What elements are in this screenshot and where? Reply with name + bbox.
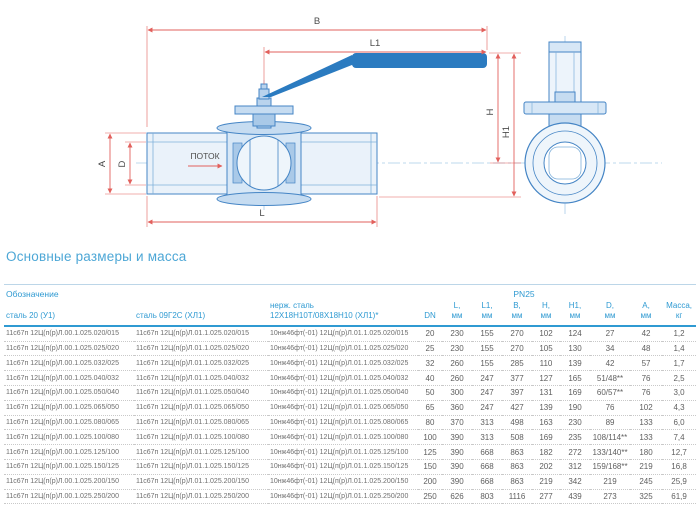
value-cell: 125 bbox=[418, 445, 442, 460]
value-cell: 182 bbox=[532, 445, 560, 460]
value-cell: 377 bbox=[502, 371, 532, 386]
designation-cell: 11с67п 12Ц(п(р)Л.00.1.025.032/025 bbox=[4, 356, 134, 371]
value-cell: 312 bbox=[560, 459, 590, 474]
value-cell: 397 bbox=[502, 385, 532, 400]
column-header: L, мм bbox=[451, 301, 463, 321]
table-row bbox=[4, 445, 696, 460]
table-row bbox=[4, 415, 696, 430]
value-cell: 508 bbox=[502, 430, 532, 445]
designation-cell: 11с67п 12Ц(п(р)Л.00.1.025.100/080 bbox=[4, 430, 134, 445]
value-cell: 390 bbox=[442, 445, 472, 460]
table-row bbox=[4, 326, 696, 341]
value-cell: 61,9 bbox=[662, 489, 696, 504]
value-cell: 200 bbox=[418, 474, 442, 489]
value-cell: 139 bbox=[560, 356, 590, 371]
value-cell: 668 bbox=[472, 445, 502, 460]
value-cell: 668 bbox=[472, 474, 502, 489]
column-header: L1, мм bbox=[481, 301, 493, 321]
designation-cell: 11с67п 12Ц(п(р)Л.01.1.025.050/040 bbox=[134, 385, 268, 400]
designation-cell: 11с67п 12Ц(п(р)Л.01.1.025.150/125 bbox=[134, 459, 268, 474]
dim-label-d: D bbox=[117, 160, 128, 168]
value-cell: 48 bbox=[630, 341, 662, 356]
value-cell: 190 bbox=[560, 400, 590, 415]
value-cell: 4,3 bbox=[662, 400, 696, 415]
value-cell: 626 bbox=[442, 489, 472, 504]
flow-label: ПОТОК bbox=[190, 151, 220, 161]
designation-cell: 11с67п 12Ц(п(р)Л.00.1.025.040/032 bbox=[4, 371, 134, 386]
designation-cell: 10нж46фт(-01) 12Ц(п(р)Л.01.1.025.125/100 bbox=[268, 445, 418, 460]
table-row bbox=[4, 489, 696, 504]
value-cell: 76 bbox=[590, 400, 630, 415]
value-cell: 133 bbox=[630, 430, 662, 445]
value-cell: 235 bbox=[560, 430, 590, 445]
designation-cell: 10нж46фт(-01) 12Ц(п(р)Л.01.1.025.080/065 bbox=[268, 415, 418, 430]
value-cell: 12,7 bbox=[662, 445, 696, 460]
designation-cell: 10нж46фт(-01) 12Ц(п(р)Л.01.1.025.250/200 bbox=[268, 489, 418, 504]
side-bore-circle bbox=[544, 142, 586, 184]
value-cell: 863 bbox=[502, 474, 532, 489]
value-cell: 169 bbox=[532, 430, 560, 445]
designation-cell: 10нж46фт(-01) 12Ц(п(р)Л.01.1.025.050/040 bbox=[268, 385, 418, 400]
column-header: A, мм bbox=[640, 301, 652, 321]
gland-flange bbox=[235, 106, 293, 114]
column-header: D, мм bbox=[604, 301, 616, 321]
value-cell: 250 bbox=[418, 489, 442, 504]
handle-grip bbox=[352, 53, 487, 68]
value-cell: 247 bbox=[472, 400, 502, 415]
value-cell: 863 bbox=[502, 459, 532, 474]
dim-label-h: H bbox=[485, 108, 496, 116]
designation-cell: 11с67п 12Ц(п(р)Л.01.1.025.250/200 bbox=[134, 489, 268, 504]
value-cell: 6,0 bbox=[662, 415, 696, 430]
value-cell: 1,4 bbox=[662, 341, 696, 356]
dim-label-a: A bbox=[97, 160, 108, 168]
value-cell: 390 bbox=[442, 474, 472, 489]
designation-cell: 11с67п 12Ц(п(р)Л.00.1.025.025/020 bbox=[4, 341, 134, 356]
designation-cell: 11с67п 12Ц(п(р)Л.00.1.025.050/040 bbox=[4, 385, 134, 400]
value-cell: 163 bbox=[532, 415, 560, 430]
value-cell: 1116 bbox=[502, 489, 532, 504]
value-cell: 105 bbox=[532, 341, 560, 356]
value-cell: 16,8 bbox=[662, 459, 696, 474]
value-cell: 313 bbox=[472, 415, 502, 430]
table-row bbox=[4, 356, 696, 371]
dimension-h1 bbox=[379, 54, 521, 197]
column-header-row bbox=[4, 300, 696, 326]
value-cell: 155 bbox=[472, 326, 502, 341]
designation-cell: 10нж46фт(-01) 12Ц(п(р)Л.01.1.025.020/015 bbox=[268, 326, 418, 341]
dimension-h bbox=[489, 53, 521, 163]
designation-cell: 11с67п 12Ц(п(р)Л.01.1.025.125/100 bbox=[134, 445, 268, 460]
value-cell: 270 bbox=[502, 326, 532, 341]
value-cell: 1,7 bbox=[662, 356, 696, 371]
designation-cell: 11с67п 12Ц(п(р)Л.01.1.025.100/080 bbox=[134, 430, 268, 445]
value-cell: 7,4 bbox=[662, 430, 696, 445]
dimensions-table-wrap bbox=[4, 284, 696, 504]
value-cell: 1,2 bbox=[662, 326, 696, 341]
dim-label-l: L bbox=[259, 208, 265, 219]
column-header: нерж. сталь 12Х18Н10Т/08Х18Н10 (ХЛ1)* bbox=[270, 301, 379, 321]
column-header: сталь 09Г2С (ХЛ1) bbox=[136, 311, 206, 321]
designation-cell: 11с67п 12Ц(п(р)Л.00.1.025.125/100 bbox=[4, 445, 134, 460]
value-cell: 42 bbox=[590, 356, 630, 371]
value-cell: 89 bbox=[590, 415, 630, 430]
packing-nut bbox=[253, 114, 275, 126]
designation-cell: 11с67п 12Ц(п(р)Л.01.1.025.065/050 bbox=[134, 400, 268, 415]
value-cell: 230 bbox=[560, 415, 590, 430]
dim-label-l1: L1 bbox=[369, 38, 381, 49]
designation-cell: 11с67п 12Ц(п(р)Л.00.1.025.065/050 bbox=[4, 400, 134, 415]
value-cell: 34 bbox=[590, 341, 630, 356]
value-cell: 150 bbox=[418, 459, 442, 474]
dim-label-h1: H1 bbox=[501, 125, 512, 139]
designation-cell: 10нж46фт(-01) 12Ц(п(р)Л.01.1.025.025/020 bbox=[268, 341, 418, 356]
designation-cell: 11с67п 12Ц(п(р)Л.01.1.025.020/015 bbox=[134, 326, 268, 341]
value-cell: 427 bbox=[502, 400, 532, 415]
dim-label-b: B bbox=[313, 16, 321, 27]
value-cell: 390 bbox=[442, 430, 472, 445]
value-cell: 260 bbox=[442, 371, 472, 386]
value-cell: 270 bbox=[502, 341, 532, 356]
value-cell: 165 bbox=[560, 371, 590, 386]
table-row bbox=[4, 459, 696, 474]
value-cell: 76 bbox=[630, 371, 662, 386]
value-cell: 260 bbox=[442, 356, 472, 371]
designation-cell: 10нж46фт(-01) 12Ц(п(р)Л.01.1.025.200/150 bbox=[268, 474, 418, 489]
value-cell: 169 bbox=[560, 385, 590, 400]
value-cell: 273 bbox=[590, 489, 630, 504]
value-cell: 25,9 bbox=[662, 474, 696, 489]
value-cell: 42 bbox=[630, 326, 662, 341]
table-row bbox=[4, 341, 696, 356]
value-cell: 133 bbox=[630, 415, 662, 430]
dimension-d bbox=[125, 142, 146, 185]
value-cell: 102 bbox=[630, 400, 662, 415]
value-cell: 668 bbox=[472, 459, 502, 474]
value-cell: 300 bbox=[442, 385, 472, 400]
designation-cell: 10нж46фт(-01) 12Ц(п(р)Л.01.1.025.032/025 bbox=[268, 356, 418, 371]
column-header: DN bbox=[424, 311, 436, 321]
value-cell: 439 bbox=[560, 489, 590, 504]
designation-cell: 10нж46фт(-01) 12Ц(п(р)Л.01.1.025.150/125 bbox=[268, 459, 418, 474]
table-row bbox=[4, 385, 696, 400]
value-cell: 360 bbox=[442, 400, 472, 415]
bottom-plate bbox=[217, 193, 311, 206]
side-view bbox=[524, 42, 606, 203]
stem-top bbox=[259, 89, 269, 99]
value-cell: 159/168** bbox=[590, 459, 630, 474]
designation-cell: 11с67п 12Ц(п(р)Л.01.1.025.040/032 bbox=[134, 371, 268, 386]
value-cell: 219 bbox=[590, 474, 630, 489]
value-cell: 57 bbox=[630, 356, 662, 371]
value-cell: 131 bbox=[532, 385, 560, 400]
value-cell: 863 bbox=[502, 445, 532, 460]
designation-cell: 11с67п 12Ц(п(р)Л.01.1.025.080/065 bbox=[134, 415, 268, 430]
value-cell: 51/48** bbox=[590, 371, 630, 386]
value-cell: 219 bbox=[532, 474, 560, 489]
value-cell: 247 bbox=[472, 385, 502, 400]
value-cell: 3,0 bbox=[662, 385, 696, 400]
designation-cell: 11с67п 12Ц(п(р)Л.01.1.025.032/025 bbox=[134, 356, 268, 371]
value-cell: 390 bbox=[442, 459, 472, 474]
value-cell: 65 bbox=[418, 400, 442, 415]
value-cell: 155 bbox=[472, 341, 502, 356]
valve-drawing bbox=[0, 0, 700, 246]
dimensions-table bbox=[4, 284, 696, 504]
value-cell: 202 bbox=[532, 459, 560, 474]
front-view bbox=[147, 53, 487, 206]
value-cell: 25 bbox=[418, 341, 442, 356]
designation-cell: 11с67п 12Ц(п(р)Л.01.1.025.025/020 bbox=[134, 341, 268, 356]
column-header: H1, мм bbox=[568, 301, 582, 321]
value-cell: 272 bbox=[560, 445, 590, 460]
value-cell: 245 bbox=[630, 474, 662, 489]
column-header: Масса, кг bbox=[666, 301, 692, 321]
value-cell: 285 bbox=[502, 356, 532, 371]
group-header-row bbox=[4, 285, 696, 301]
value-cell: 50 bbox=[418, 385, 442, 400]
table-row bbox=[4, 474, 696, 489]
value-cell: 139 bbox=[532, 400, 560, 415]
value-cell: 342 bbox=[560, 474, 590, 489]
value-cell: 180 bbox=[630, 445, 662, 460]
table-row bbox=[4, 400, 696, 415]
value-cell: 124 bbox=[560, 326, 590, 341]
designation-cell: 11с67п 12Ц(п(р)Л.00.1.025.200/150 bbox=[4, 474, 134, 489]
column-header: сталь 20 (У1) bbox=[6, 311, 56, 321]
value-cell: 76 bbox=[630, 385, 662, 400]
value-cell: 2,5 bbox=[662, 371, 696, 386]
value-cell: 313 bbox=[472, 430, 502, 445]
value-cell: 325 bbox=[630, 489, 662, 504]
value-cell: 20 bbox=[418, 326, 442, 341]
value-cell: 108/114** bbox=[590, 430, 630, 445]
value-cell: 60/57** bbox=[590, 385, 630, 400]
value-cell: 80 bbox=[418, 415, 442, 430]
value-cell: 370 bbox=[442, 415, 472, 430]
ball bbox=[237, 136, 291, 190]
designation-cell: 11с67п 12Ц(п(р)Л.00.1.025.150/125 bbox=[4, 459, 134, 474]
designation-cell: 11с67п 12Ц(п(р)Л.00.1.025.250/200 bbox=[4, 489, 134, 504]
designation-cell: 10нж46фт(-01) 12Ц(п(р)Л.01.1.025.100/080 bbox=[268, 430, 418, 445]
side-flange bbox=[524, 102, 606, 114]
designation-cell: 11с67п 12Ц(п(р)Л.00.1.025.020/015 bbox=[4, 326, 134, 341]
value-cell: 130 bbox=[560, 341, 590, 356]
value-cell: 100 bbox=[418, 430, 442, 445]
value-cell: 230 bbox=[442, 341, 472, 356]
value-cell: 498 bbox=[502, 415, 532, 430]
value-cell: 230 bbox=[442, 326, 472, 341]
designation-cell: 10нж46фт(-01) 12Ц(п(р)Л.01.1.025.040/032 bbox=[268, 371, 418, 386]
column-header: B, мм bbox=[511, 301, 523, 321]
value-cell: 40 bbox=[418, 371, 442, 386]
column-header: H, мм bbox=[540, 301, 552, 321]
section-title: Основные размеры и масса bbox=[6, 249, 187, 264]
table-row bbox=[4, 430, 696, 445]
designation-cell: 11с67п 12Ц(п(р)Л.00.1.025.080/065 bbox=[4, 415, 134, 430]
value-cell: 127 bbox=[532, 371, 560, 386]
value-cell: 27 bbox=[590, 326, 630, 341]
designation-cell: 10нж46фт(-01) 12Ц(п(р)Л.01.1.025.065/050 bbox=[268, 400, 418, 415]
value-cell: 803 bbox=[472, 489, 502, 504]
value-cell: 102 bbox=[532, 326, 560, 341]
pn25-group-header: PN25 bbox=[513, 289, 535, 299]
table-row bbox=[4, 371, 696, 386]
value-cell: 247 bbox=[472, 371, 502, 386]
designation-cell: 11с67п 12Ц(п(р)Л.01.1.025.200/150 bbox=[134, 474, 268, 489]
value-cell: 277 bbox=[532, 489, 560, 504]
value-cell: 110 bbox=[532, 356, 560, 371]
designation-group-header: Обозначение bbox=[6, 289, 59, 299]
value-cell: 155 bbox=[472, 356, 502, 371]
value-cell: 219 bbox=[630, 459, 662, 474]
value-cell: 133/140** bbox=[590, 445, 630, 460]
handle-arm bbox=[262, 55, 357, 97]
value-cell: 32 bbox=[418, 356, 442, 371]
